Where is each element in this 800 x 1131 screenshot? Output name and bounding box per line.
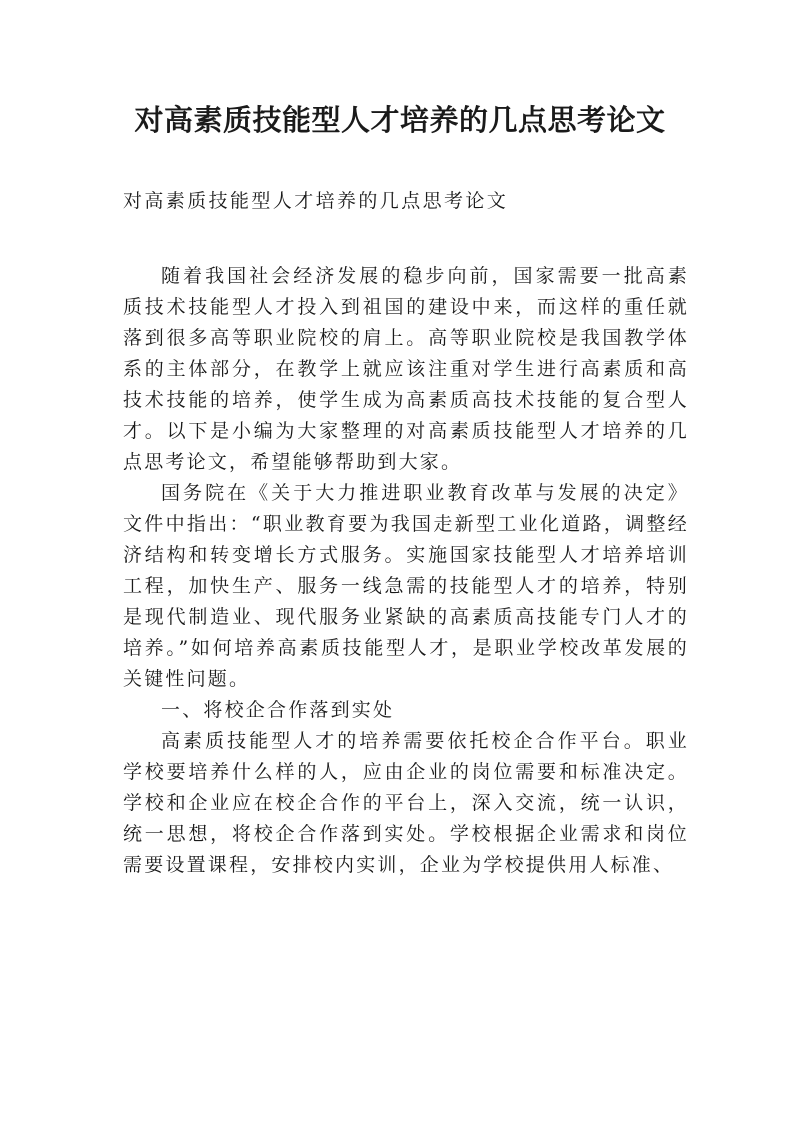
document-subtitle: 对高素质技能型人才培养的几点思考论文 <box>123 190 509 212</box>
document-title: 对高素质技能型人才培养的几点思考论文 <box>134 103 666 137</box>
policy-paragraph: 国务院在《关于大力推进职业教育改革与发展的决定》文件中指出：“职业教育要为我国走新型工业化道路，调整经济结构和转变增长方式服务。实施国家技能型人才培养培训工程，加快生产、服务一线急需的技能型人才的培养，特别是现代制造业、现代服务业紧缺的高素质高技能专门人才的培养。”如何培养高素质技能型人才，是职业学校改革发展的关键性问题。 <box>123 482 689 690</box>
intro-paragraph: 随着我国社会经济发展的稳步向前，国家需要一批高素质技术技能型人才投入到祖国的建设中来，而这样的重任就落到很多高等职业院校的肩上。高等职业院校是我国教学体系的主体部分，在教学上就应该注重对学生进行高素质和高技术技能的培养，使学生成为高素质高技术技能的复合型人才。以下是小编为大家整理的对高素质技能型人才培养的几点思考论文，希望能够帮助到大家。 <box>123 265 689 473</box>
section-heading: 一、将校企合作落到实处 <box>161 699 395 721</box>
document-body <box>123 261 689 881</box>
section-paragraph: 高素质技能型人才的培养需要依托校企合作平台。职业学校要培养什么样的人，应由企业的岗位需要和标准决定。学校和企业应在校企合作的平台上，深入交流，统一认识，统一思想，将校企合作落到实处。学校根据企业需求和岗位需要设置课程，安排校内实训，企业为学校提供用人标准、 <box>123 730 689 876</box>
